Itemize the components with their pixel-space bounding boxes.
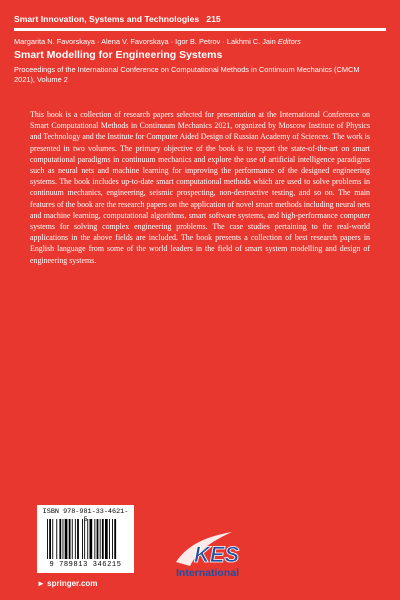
barcode-bar: [84, 519, 85, 559]
barcode-bar: [109, 519, 110, 559]
book-title: Smart Modelling for Engineering Systems: [14, 49, 223, 61]
barcode-bar: [52, 519, 53, 559]
barcode-bar: [75, 519, 76, 559]
barcode-bar: [59, 519, 61, 559]
barcode-bar: [72, 519, 73, 559]
book-blurb: This book is a collection of research papers selected for presentation at the International Conference on Smart Computational Methods in Continuum Mechanics 2021, organized by Moscow Institute of Physics and Technology and the Institute for Computer Aided Design of Russian Academy of Sciences. The work is presented in two volumes. The primary objective of the book is to report the state-of-the-art on smart computational paradigms in continuum mechanics and explore the use of artificial intelligence paradigms such as neural nets and machine learning for improving the performance of the designed engineering systems. The book includes up-to-date smart computational methods which are used to solve problems in continuum mechanics, engineering, seismic prospecting, non-destructive testing, and so on. The main features of the book are the research papers on the application of novel smart methods including neural nets and machine learning, computational algorithms, smart software systems, and high-performance computer systems for solving complex engineering problems. The case studies pertaining to the real-world applications in the above fields are included. The book presents a collection of best research papers in English language from some of the world leaders in the field of smart system modelling and design of engineering systems.: [30, 110, 370, 265]
barcode-digits: 9 789813 346215: [49, 561, 122, 569]
barcode-bar: [97, 519, 99, 559]
barcode-bar: [49, 519, 51, 559]
barcode-bar: [100, 519, 101, 559]
barcode-bar: [77, 519, 79, 559]
barcode-bar: [87, 519, 88, 559]
editor-names: Margarita N. Favorskaya · Alena V. Favorskaya · Igor B. Petrov · Lakhmi C. Jain: [14, 37, 276, 46]
editors-role: Editors: [277, 37, 301, 46]
editors-line: [14, 37, 386, 46]
barcode-bar: [69, 519, 71, 559]
barcode-bar: [90, 519, 93, 559]
series-divider: [14, 28, 386, 31]
barcode-bar: [56, 519, 57, 559]
barcode-bar: [114, 519, 116, 559]
barcode-icon: [47, 519, 127, 559]
barcode-bar: [102, 519, 104, 559]
isbn-label: ISBN 978-981-33-4621-5: [42, 508, 129, 524]
kes-logo: [174, 522, 252, 580]
arrow-icon: ►: [37, 579, 45, 588]
barcode-box: [37, 505, 134, 573]
logo-text: KES: [194, 542, 240, 567]
series-name: Smart Innovation, Systems and Technologies: [14, 14, 200, 24]
publisher-link[interactable]: [37, 579, 97, 588]
barcode-bar: [105, 519, 108, 559]
barcode-bar: [63, 519, 64, 559]
barcode-bar: [65, 519, 68, 559]
barcode-bar: [94, 519, 95, 559]
barcode-bar: [112, 519, 113, 559]
book-subtitle: Proceedings of the International Conference on Computational Methods in Continuum Mechanics (CMCM 2021), Volume 2: [14, 65, 360, 84]
barcode-bar: [47, 519, 48, 559]
series-volume: 215: [206, 14, 221, 24]
logo-label: International: [176, 567, 240, 579]
series-line: [14, 14, 386, 24]
barcode-bar: [82, 519, 83, 559]
publisher-site: springer.com: [47, 579, 98, 588]
